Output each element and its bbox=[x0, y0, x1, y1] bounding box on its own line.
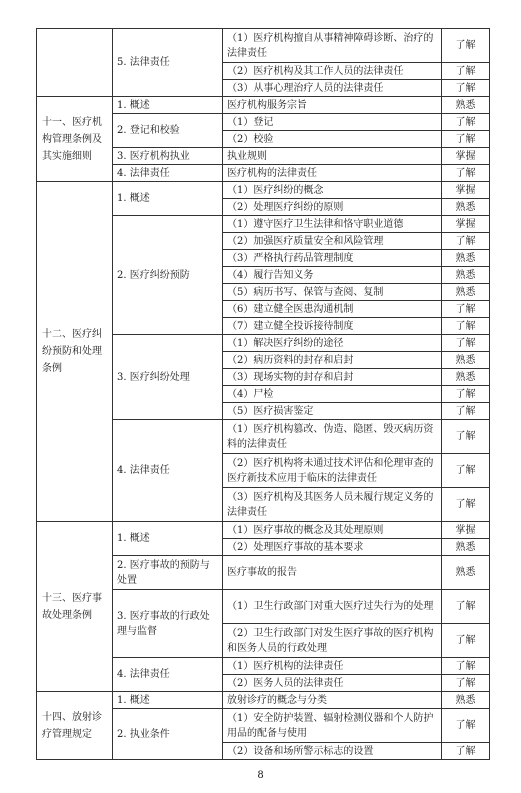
syllabus-table-body bbox=[37, 29, 490, 760]
content-cell: （3）从事心理治疗人员的法律责任 bbox=[223, 80, 442, 97]
content-cell: 执业规则 bbox=[223, 148, 442, 165]
requirement-level-cell: 了解 bbox=[442, 131, 490, 148]
content-cell: （2）医务人员的法律责任 bbox=[223, 675, 442, 692]
table-row bbox=[37, 692, 490, 709]
unit-cell: 1. 概述 bbox=[113, 522, 223, 556]
section-title-cell: 十三、医疗事故处理条例 bbox=[37, 522, 113, 692]
content-cell: （2）医疗机构将未通过技术评估和伦理审查的医疗新技术应用于临床的法律责任 bbox=[223, 454, 442, 488]
requirement-level-cell: 熟悉 bbox=[442, 284, 490, 301]
content-cell: 放射诊疗的概念与分类 bbox=[223, 692, 442, 709]
unit-cell: 3. 医疗纠纷处理 bbox=[113, 335, 223, 420]
requirement-level-cell: 了解 bbox=[442, 658, 490, 675]
requirement-level-cell: 掌握 bbox=[442, 216, 490, 233]
content-cell: （5）病历书写、保管与查阅、复制 bbox=[223, 284, 442, 301]
content-cell: （7）建立健全投诉接待制度 bbox=[223, 318, 442, 335]
requirement-level-cell: 熟悉 bbox=[442, 352, 490, 369]
requirement-level-cell: 熟悉 bbox=[442, 692, 490, 709]
requirement-level-cell: 熟悉 bbox=[442, 539, 490, 556]
unit-cell: 1. 概述 bbox=[113, 692, 223, 709]
content-cell: （1）解决医疗纠纷的途径 bbox=[223, 335, 442, 352]
table-row bbox=[37, 97, 490, 114]
content-cell: （6）建立健全医患沟通机制 bbox=[223, 301, 442, 318]
requirement-level-cell: 了解 bbox=[442, 675, 490, 692]
requirement-level-cell: 了解 bbox=[442, 454, 490, 488]
section-title-cell: 十二、医疗纠纷预防和处理条例 bbox=[37, 182, 113, 522]
requirement-level-cell: 熟悉 bbox=[442, 267, 490, 284]
content-cell: （2）病历资料的封存和启封 bbox=[223, 352, 442, 369]
requirement-level-cell: 熟悉 bbox=[442, 369, 490, 386]
unit-cell: 2. 登记和校验 bbox=[113, 114, 223, 148]
content-cell: （1）医疗机构的法律责任 bbox=[223, 658, 442, 675]
requirement-level-cell: 了解 bbox=[442, 624, 490, 658]
content-cell: （1）遵守医疗卫生法律和恪守职业道德 bbox=[223, 216, 442, 233]
requirement-level-cell: 掌握 bbox=[442, 182, 490, 199]
content-cell: （3）严格执行药品管理制度 bbox=[223, 250, 442, 267]
requirement-level-cell: 了解 bbox=[442, 403, 490, 420]
unit-cell: 4. 法律责任 bbox=[113, 658, 223, 692]
content-cell: 医疗机构的法律责任 bbox=[223, 165, 442, 182]
requirement-level-cell: 了解 bbox=[442, 165, 490, 182]
content-cell: （2）加强医疗质量安全和风险管理 bbox=[223, 233, 442, 250]
requirement-level-cell: 了解 bbox=[442, 420, 490, 454]
content-cell: （1）登记 bbox=[223, 114, 442, 131]
content-cell: （2）设备和场所警示标志的设置 bbox=[223, 743, 442, 760]
content-cell: （1）医疗机构篡改、伪造、隐匿、毁灭病历资料的法律责任 bbox=[223, 420, 442, 454]
table-row bbox=[37, 522, 490, 539]
content-cell: （1）安全防护装置、辐射检测仪器和个人防护用品的配备与使用 bbox=[223, 709, 442, 743]
section-title-cell: 十四、放射诊疗管理规定 bbox=[37, 692, 113, 760]
syllabus-table bbox=[36, 28, 490, 760]
requirement-level-cell: 了解 bbox=[442, 63, 490, 80]
requirement-level-cell: 了解 bbox=[442, 335, 490, 352]
content-cell: （1）医疗事故的概念及其处理原则 bbox=[223, 522, 442, 539]
section-title-cell: 十一、医疗机构管理条例及其实施细则 bbox=[37, 97, 113, 182]
table-row bbox=[37, 182, 490, 199]
requirement-level-cell: 熟悉 bbox=[442, 556, 490, 590]
requirement-level-cell: 了解 bbox=[442, 590, 490, 624]
unit-cell: 2. 医疗纠纷预防 bbox=[113, 216, 223, 335]
requirement-level-cell: 熟悉 bbox=[442, 250, 490, 267]
requirement-level-cell: 了解 bbox=[442, 80, 490, 97]
section-title-cell bbox=[37, 29, 113, 97]
unit-cell: 3. 医疗事故的行政处理与监督 bbox=[113, 590, 223, 658]
page-number: 8 bbox=[257, 770, 264, 781]
unit-cell: 4. 法律责任 bbox=[113, 420, 223, 522]
requirement-level-cell: 了解 bbox=[442, 743, 490, 760]
content-cell: （1）医疗纠纷的概念 bbox=[223, 182, 442, 199]
content-cell: （2）校验 bbox=[223, 131, 442, 148]
unit-cell: 1. 概述 bbox=[113, 182, 223, 216]
content-cell: （2）卫生行政部门对发生医疗事故的医疗机构和医务人员的行政处理 bbox=[223, 624, 442, 658]
requirement-level-cell: 了解 bbox=[442, 301, 490, 318]
requirement-level-cell: 掌握 bbox=[442, 522, 490, 539]
requirement-level-cell: 了解 bbox=[442, 29, 490, 63]
unit-cell: 2. 执业条件 bbox=[113, 709, 223, 760]
requirement-level-cell: 了解 bbox=[442, 233, 490, 250]
content-cell: 医疗事故的报告 bbox=[223, 556, 442, 590]
requirement-level-cell: 熟悉 bbox=[442, 97, 490, 114]
requirement-level-cell: 了解 bbox=[442, 386, 490, 403]
unit-cell: 2. 医疗事故的预防与处置 bbox=[113, 556, 223, 590]
content-cell: （3）现场实物的封存和启封 bbox=[223, 369, 442, 386]
content-cell: （1）医疗机构擅自从事精神障碍诊断、治疗的法律责任 bbox=[223, 29, 442, 63]
requirement-level-cell: 了解 bbox=[442, 709, 490, 743]
table-row bbox=[37, 29, 490, 63]
content-cell: （4）尸检 bbox=[223, 386, 442, 403]
content-cell: （5）医疗损害鉴定 bbox=[223, 403, 442, 420]
requirement-level-cell: 了解 bbox=[442, 114, 490, 131]
requirement-level-cell: 了解 bbox=[442, 318, 490, 335]
content-cell: 医疗机构服务宗旨 bbox=[223, 97, 442, 114]
unit-cell: 1. 概述 bbox=[113, 97, 223, 114]
content-cell: （2）处理医疗事故的基本要求 bbox=[223, 539, 442, 556]
content-cell: （2）处理医疗纠纷的原则 bbox=[223, 199, 442, 216]
content-cell: （3）医疗机构及其医务人员未履行规定义务的法律责任 bbox=[223, 488, 442, 522]
requirement-level-cell: 掌握 bbox=[442, 148, 490, 165]
unit-cell: 4. 法律责任 bbox=[113, 165, 223, 182]
unit-cell: 3. 医疗机构执业 bbox=[113, 148, 223, 165]
content-cell: （4）履行告知义务 bbox=[223, 267, 442, 284]
content-cell: （1）卫生行政部门对重大医疗过失行为的处理 bbox=[223, 590, 442, 624]
requirement-level-cell: 熟悉 bbox=[442, 199, 490, 216]
unit-cell: 5. 法律责任 bbox=[113, 29, 223, 97]
requirement-level-cell: 了解 bbox=[442, 488, 490, 522]
content-cell: （2）医疗机构及其工作人员的法律责任 bbox=[223, 63, 442, 80]
